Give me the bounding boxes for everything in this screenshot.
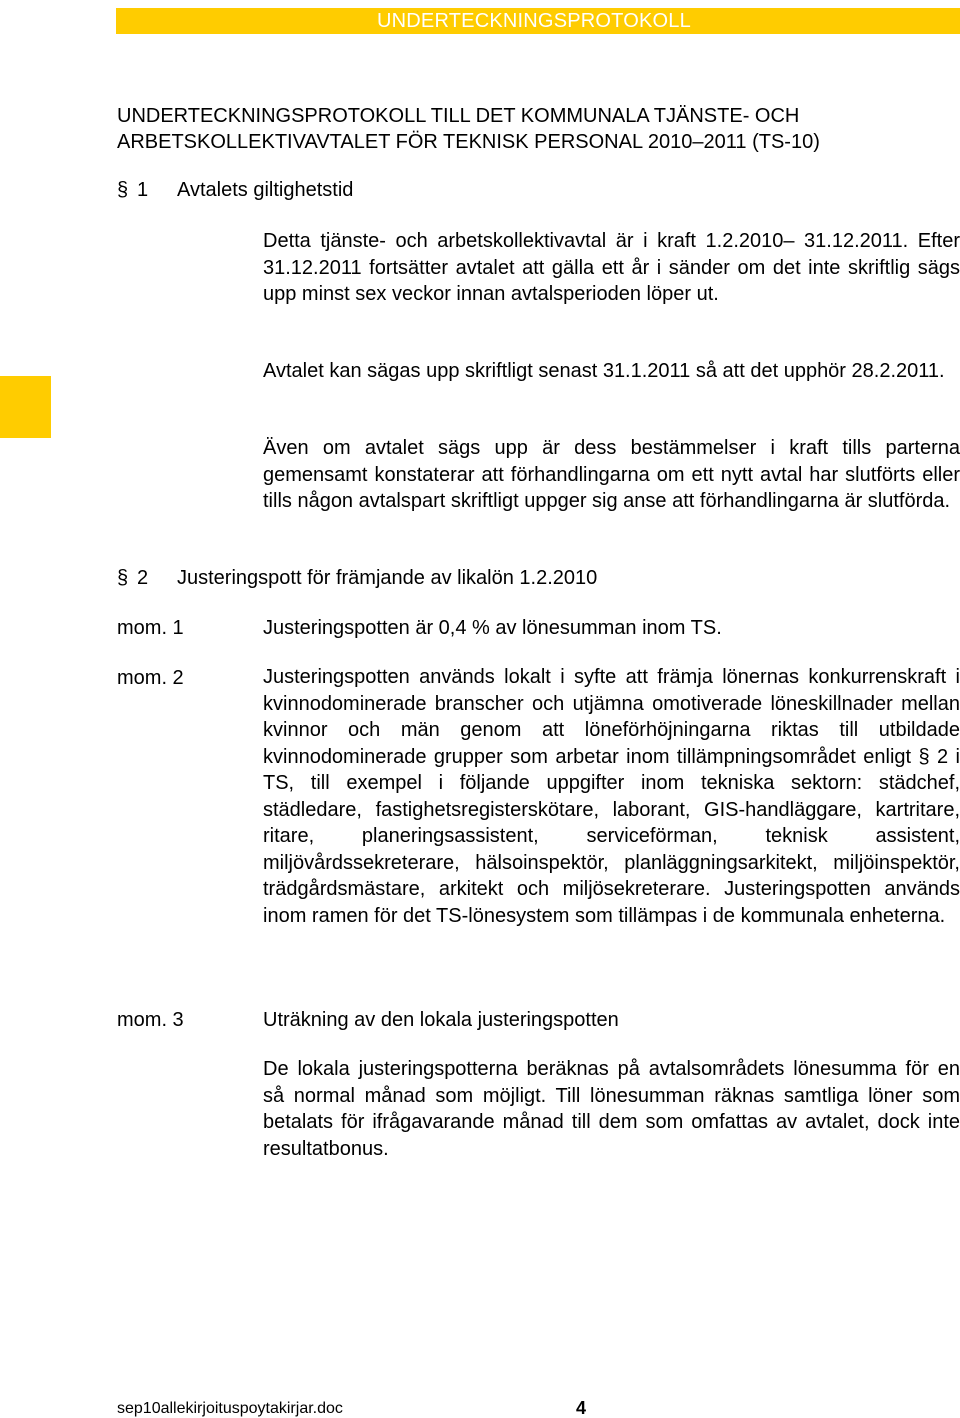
mom-3-text: De lokala justeringspotterna beräknas på avtalsområdets lönesumma för en så normal månad som möjligt. Till lönesumman räknas samtliga löner som betalats för ifrågavarande månad till dem som omfattas av avtalet, dock inte resultatbonus. xyxy=(263,1058,960,1160)
section-title: Justeringspott för främjande av likalön 1.2.2010 xyxy=(177,567,598,589)
section-1-paragraph-1: Detta tjänste- och arbetskollektivavtal är i kraft 1.2.2010– 31.12.2011. Efter 31.12.2011 fortsätter avtalet att gälla ett år i sänder om det inte skriftlig sägs upp minst sex veckor innan avtalsperioden löper ut. xyxy=(263,230,960,305)
section-symbol: § xyxy=(117,567,129,589)
section-title: Avtalets giltighetstid xyxy=(177,179,354,201)
section-1-paragraph-2: Avtalet kan sägas upp skriftligt senast 31.1.2011 så att det upphör 28.2.2011. xyxy=(263,360,945,382)
mom-3-subheading: Uträkning av den lokala justeringspotten xyxy=(263,1009,619,1031)
section-number: 1 xyxy=(137,179,149,201)
mom-3-label: mom. 3 xyxy=(117,1009,184,1031)
mom-1-label: mom. 1 xyxy=(117,617,184,639)
document-title: UNDERTECKNINGSPROTOKOLL TILL DET KOMMUNALA TJÄNSTE- OCH ARBETSKOLLEKTIVAVTALET FÖR TEKNISK PERSONAL 2010–2011 (TS-10) xyxy=(117,105,820,153)
side-marker xyxy=(0,376,51,438)
mom-1-text: Justeringspotten är 0,4 % av lönesumman inom TS. xyxy=(263,617,722,639)
mom-2-label: mom. 2 xyxy=(117,667,184,689)
mom-2-text: Justeringspotten används lokalt i syfte att främja lönernas konkurrenskraft i kvinnodominerade branscher och utjämna omotiverade löneskillnader mellan kvinnor och män genom att löneförhöjningarna riktas till utbildade kvinnodominerade grupper som arbetar inom tillämpningsområdet enligt § 2 i TS, till exempel i följande uppgifter inom tekniska sektorn: städchef, städledare, fastighetsregisterskötare, laborant, GIS-handläggare, kartritare, ritare, planeringsassistent, serviceförman, teknisk assistent, miljövårdssekreterare, hälsoinspektör, planläggningsarkitekt, miljöinspektör, trädgårdsmästare, arkitekt och miljösekreterare. Justeringspotten används inom ramen för det TS-lönesystem som tillämpas i de kommunala enheterna. xyxy=(263,666,960,927)
section-1-paragraph-3: Även om avtalet sägs upp är dess bestämmelser i kraft tills parterna gemensamt konstaterar att förhandlingarna om ett nytt avtal har slutförts eller tills någon avtalspart skriftligt uppger sig anse att förhandlingarna är slutförda. xyxy=(263,437,960,512)
footer-filename: sep10allekirjoituspoytakirjar.doc xyxy=(117,1400,343,1417)
section-symbol: § xyxy=(117,179,129,201)
section-1-heading xyxy=(117,177,353,203)
section-2-heading xyxy=(117,565,597,591)
header-title: UNDERTECKNINGSPROTOKOLL xyxy=(377,10,691,32)
section-number: 2 xyxy=(137,567,149,589)
header-bar xyxy=(116,8,960,34)
footer-page-number: 4 xyxy=(576,1398,587,1418)
